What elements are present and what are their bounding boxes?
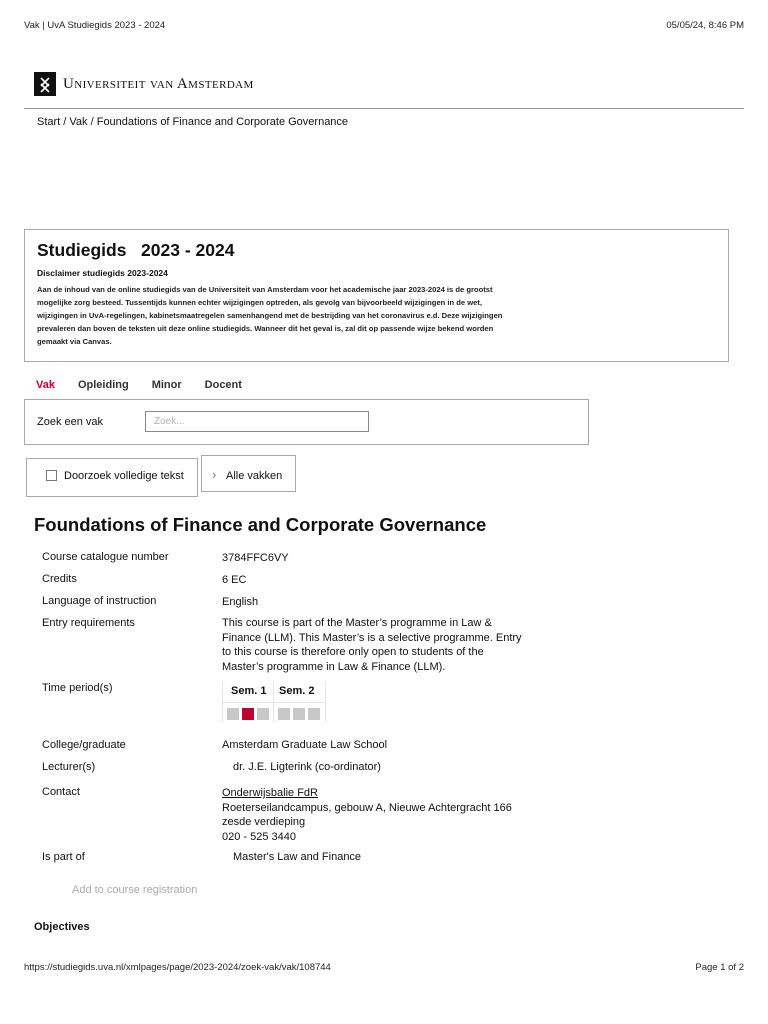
entry-line: This course is part of the Master’s programme in Law & — [222, 617, 492, 629]
breadcrumb-start[interactable]: Start — [37, 116, 61, 128]
disclaimer-text — [37, 283, 557, 348]
disclaimer-line: mogelijke zorg besteed. Tussentijds kunnen echter wijzigingen optreden, als gevolg van bijvoorbeeld wijzigingen in de wet, — [37, 298, 483, 307]
print-page-number: Page 1 of 2 — [695, 962, 744, 973]
search-tabs — [36, 379, 265, 391]
breadcrumb-separator: / — [60, 116, 70, 128]
semester-header-line — [223, 702, 325, 703]
disclaimer-line: wijzigingen in UvA-regelingen, kabinetsmaatregelen samenhangend met de bestrijding van het coronavirus e.d. Deze wijzigingen — [37, 311, 503, 320]
college-value: Amsterdam Graduate Law School — [222, 739, 388, 751]
breadcrumb-separator: / — [87, 116, 97, 128]
lecturers-label: Lecturer(s) — [42, 761, 96, 773]
breadcrumb — [37, 116, 348, 128]
language-value: English — [222, 596, 259, 608]
print-datetime: 05/05/24, 8:46 PM — [666, 20, 744, 31]
studiegids-panel — [24, 229, 729, 362]
studiegids-title: Studiegids 2023 - 2024 — [37, 240, 235, 260]
tab-minor[interactable]: Minor — [151, 379, 182, 391]
credits-value: 6 EC — [222, 574, 247, 586]
contact-value — [222, 786, 512, 844]
entry-line: to this course is therefore only open to students of the — [222, 646, 484, 658]
disclaimer-heading: Disclaimer studiegids 2023-2024 — [37, 268, 168, 278]
search-label: Zoek een vak — [37, 416, 104, 428]
catalogue-label: Course catalogue number — [42, 551, 169, 563]
college-label: College/graduate — [42, 739, 126, 751]
entry-line: Finance (LLM). This Master’s is a selective programme. Entry — [222, 631, 522, 644]
entry-requirements-value — [222, 616, 522, 674]
contact-email-link[interactable]: Onderwijsbalie FdR — [222, 787, 318, 799]
objectives-heading: Objectives — [34, 921, 90, 933]
breadcrumb-current: Foundations of Finance and Corporate Governance — [96, 116, 349, 128]
disclaimer-line: gemaakt via Canvas. — [37, 337, 112, 346]
programme-link[interactable]: Master's Law and Finance — [233, 851, 362, 863]
semester-2-header: Sem. 2 — [279, 685, 315, 697]
add-to-registration-button[interactable]: Add to course registration — [72, 884, 198, 896]
period-indicator — [242, 708, 254, 720]
catalogue-value: 3784FFC6VY — [222, 552, 289, 564]
uva-logo[interactable] — [34, 72, 254, 96]
period-indicator — [278, 708, 290, 720]
tab-docent[interactable]: Docent — [204, 379, 242, 391]
tab-vak[interactable]: Vak — [36, 379, 55, 391]
print-page-title: Vak | UvA Studiegids 2023 - 2024 — [24, 20, 166, 31]
fulltext-label: Doorzoek volledige tekst — [64, 470, 184, 482]
entry-line: Master’s programme in Law & Finance (LLM). — [222, 660, 446, 673]
search-panel — [24, 399, 589, 445]
lecturer-link[interactable]: dr. J.E. Ligterink (co-ordinator) — [233, 761, 381, 773]
semester-table — [222, 681, 326, 722]
contact-floor: zesde verdieping — [222, 816, 306, 828]
period-indicator — [308, 708, 320, 720]
contact-label: Contact — [42, 786, 80, 798]
fulltext-checkbox[interactable] — [46, 470, 57, 481]
breadcrumb-vak[interactable]: Vak — [69, 116, 88, 128]
disclaimer-line: prevaleren dan boven de teksten uit deze online studiegids. Wanneer dit het geval is, zal dit op passende wijze bekend worden — [37, 324, 494, 333]
disclaimer-line: Aan de inhoud van de online studiegids van de Universiteit van Amsterdam voor het academische jaar 2023-2024 is de grootst — [37, 285, 493, 294]
credits-label: Credits — [42, 573, 77, 585]
tab-opleiding[interactable]: Opleiding — [77, 379, 129, 391]
period-indicator — [257, 708, 269, 720]
time-period-label: Time period(s) — [42, 682, 113, 694]
contact-address: Roeterseilandcampus, gebouw A, Nieuwe Achtergracht 166 — [222, 801, 512, 814]
course-title: Foundations of Finance and Corporate Governance — [34, 514, 487, 535]
uva-crest-icon — [34, 72, 56, 96]
period-indicator — [293, 708, 305, 720]
chevron-right-icon: › — [212, 467, 217, 482]
logo-wordmark: Universiteit van Amsterdam — [63, 75, 254, 92]
entry-requirements-label: Entry requirements — [42, 617, 135, 629]
search-input[interactable] — [145, 411, 369, 432]
fulltext-option[interactable] — [26, 458, 198, 497]
header-divider — [24, 108, 744, 109]
is-part-of-label: Is part of — [42, 851, 85, 863]
language-label: Language of instruction — [42, 595, 157, 607]
contact-phone: 020 - 525 3440 — [222, 830, 297, 843]
all-courses-label: Alle vakken — [226, 470, 283, 482]
print-url: https://studiegids.uva.nl/xmlpages/page/2023-2024/zoek-vak/vak/108744 — [24, 962, 331, 973]
period-indicator — [227, 708, 239, 720]
semester-1-header: Sem. 1 — [231, 685, 267, 697]
all-courses-button[interactable] — [201, 455, 296, 492]
